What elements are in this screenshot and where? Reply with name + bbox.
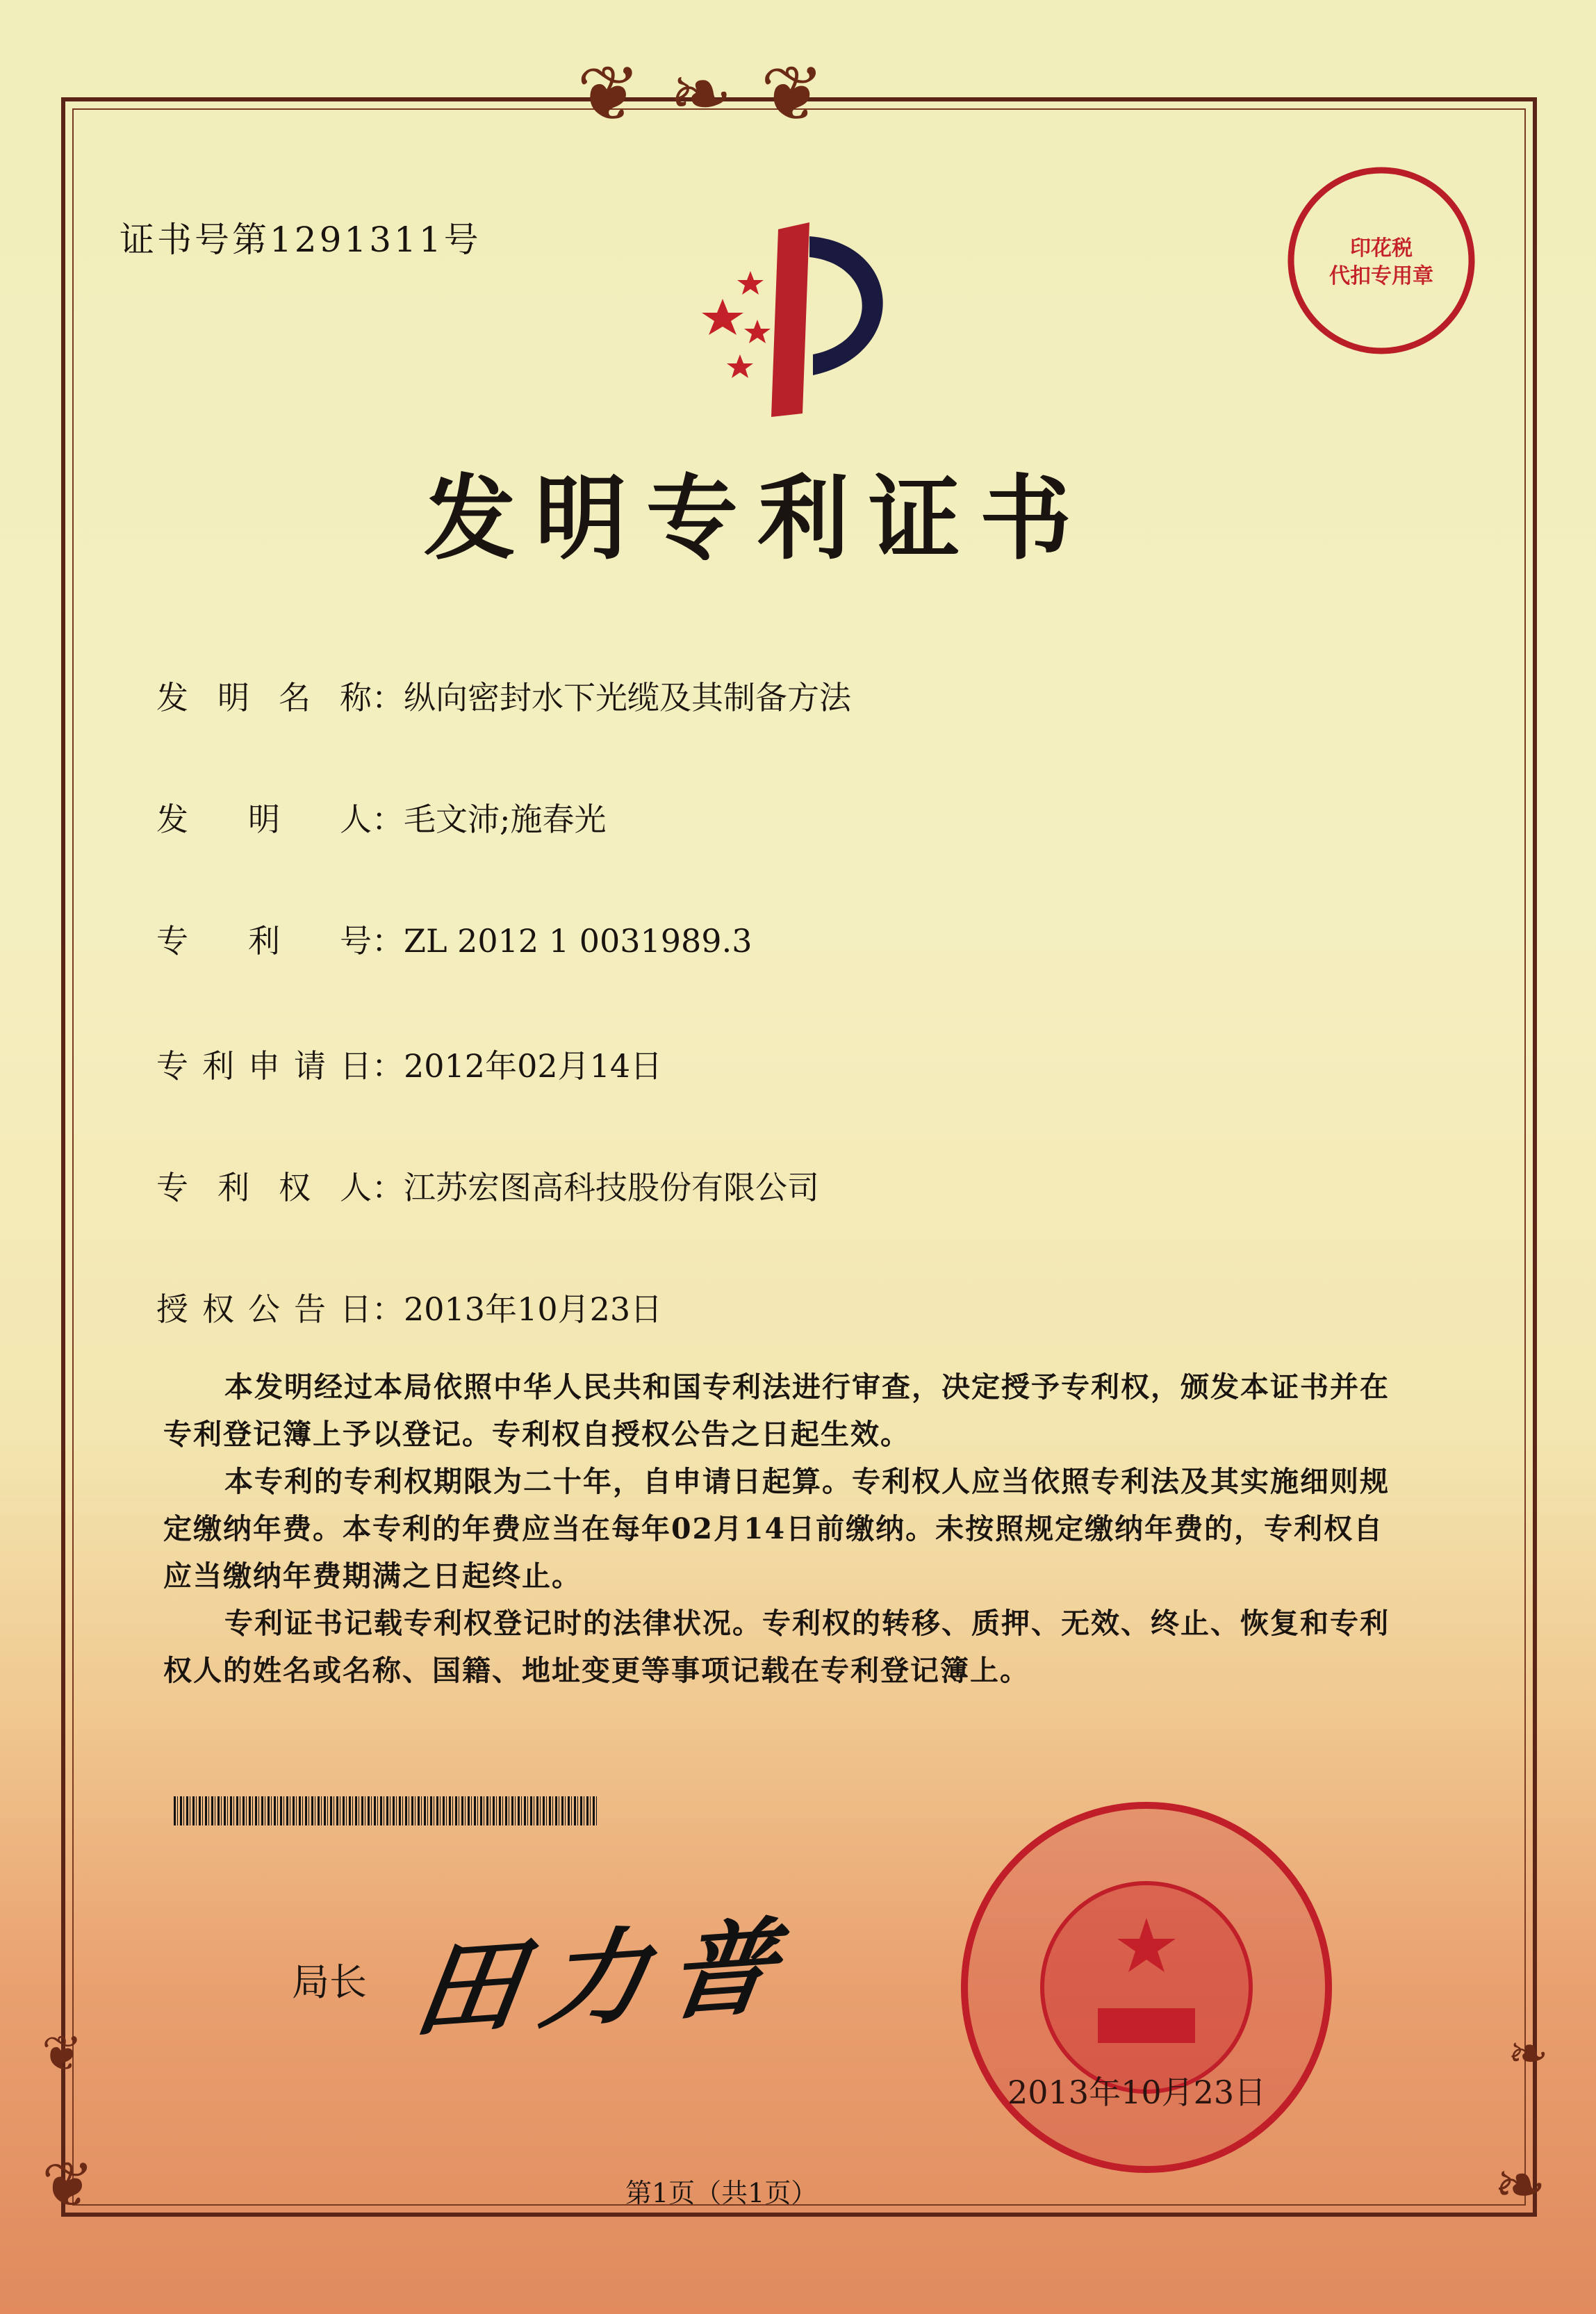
field-value: 2012年02月14日 [404,1047,663,1085]
corner-ornament-bl-icon: ❦ [42,2149,94,2222]
certificate-number: 证书号第1291311号 [120,220,482,260]
field-value: 2013年10月23日 [404,1290,663,1328]
tax-seal-line1: 印花税 [1350,236,1413,261]
page-indicator: 第1页（共1页） [625,2178,818,2208]
field-label: 专利号 [156,922,372,960]
field-value: 江苏宏图高科技股份有限公司 [404,1169,819,1206]
field-value: ZL 2012 1 0031989.3 [404,922,752,960]
field-label: 专利申请日 [156,1047,372,1085]
top-ornament-icon: ❦❧❦ [577,49,853,138]
patent-office-seal [959,1800,1334,2175]
side-ornament-left-icon: ❦ [42,2025,83,2082]
field-patentee: 专利权人：江苏宏图高科技股份有限公司 [156,1163,819,1208]
field-label: 授权公告日 [156,1290,372,1328]
director-label: 局长 [292,1960,367,2004]
field-invention-name: 发明名称：纵向密封水下光缆及其制备方法 [156,673,851,719]
field-patent-number: 专利号：ZL 2012 1 0031989.3 [156,916,752,962]
barcode [174,1796,598,1825]
legal-paragraph: 专利证书记载专利权登记时的法律状况。专利权的转移、质押、无效、终止、恢复和专利权人的姓名或名称、国籍、地址变更等事项记载在专利登记簿上。 [163,1607,1390,1687]
corner-ornament-br-icon: ❧ [1494,2149,1547,2222]
field-grant-date: 授权公告日：2013年10月23日 [156,1284,662,1330]
field-value: 纵向密封水下光缆及其制备方法 [404,679,851,716]
patent-office-logo-icon [674,215,938,424]
field-value: 毛文沛;施春光 [404,801,607,838]
tax-stamp-seal [1285,165,1477,356]
director-signature: 田力普 [406,1905,805,2053]
field-label: 发明人 [156,801,372,838]
certificate-title: 发明专利证书 [424,466,1091,573]
legal-paragraph: 本专利的专利权期限为二十年，自申请日起算。专利权人应当依照专利法及其实施细则规定缴纳年费。本专利的年费应当在每年02月14日前缴纳。未按照规定缴纳年费的，专利权自应当缴纳年费期满之日起终止。 [163,1465,1390,1593]
field-label: 专利权人 [156,1169,372,1206]
legal-paragraph: 本发明经过本局依照中华人民共和国专利法进行审查，决定授予专利权，颁发本证书并在专利登记簿上予以登记。专利权自授权公告之日起生效。 [163,1370,1390,1451]
legal-text [163,1363,1407,1694]
field-inventors: 发明人：毛文沛;施春光 [156,794,607,840]
field-application-date: 专利申请日：2012年02月14日 [156,1041,662,1087]
side-ornament-right-icon: ❧ [1508,2025,1549,2082]
seal-date: 2013年10月23日 [1007,2074,1267,2111]
field-label: 发明名称 [156,679,372,716]
tax-seal-line2: 代扣专用章 [1329,264,1433,288]
